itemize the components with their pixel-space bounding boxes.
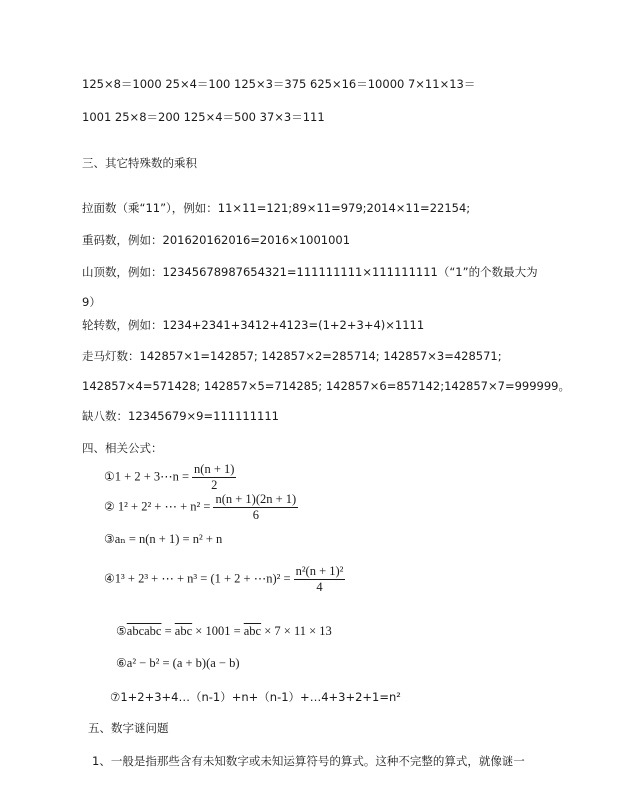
formula-1-lhs: 1 + 2 + 3⋯n =	[114, 469, 190, 484]
formula-5-eq: =	[161, 624, 175, 638]
formula-4-numerator: n²(n + 1)²	[295, 564, 344, 578]
number-puzzle-paragraph: 1、一般是指那些含有未知数字或未知运算符号的算式。这种不完整的算式，就像谜一	[92, 754, 525, 768]
formula-4-lhs: 1³ + 2³ + ⋯ + n³ = (1 + 2 + ⋯n)² =	[114, 571, 291, 586]
multiplication-line-2: 1001 25×8＝200 125×4＝500 37×3＝111	[82, 110, 325, 124]
formula-4	[104, 564, 348, 595]
formula-3-marker: ③	[104, 532, 115, 546]
formula-5-abc-a: $\overline{abc}$	[174, 624, 193, 638]
formula-1-denominator: 2	[211, 478, 218, 492]
carousel-number-line-2: 142857×4=571428; 142857×5=714285; 142857×6=857142;142857×7=999999。	[82, 379, 570, 393]
formula-7	[110, 689, 401, 705]
formula-1-marker: ①	[104, 469, 115, 484]
section-heading-number-puzzles: 五、数字谜问题	[88, 721, 169, 735]
formula-4-marker: ④	[104, 571, 115, 586]
formula-2-numerator: n(n + 1)(2n + 1)	[215, 492, 297, 506]
formula-7-marker: ⑦	[110, 690, 121, 704]
formula-2-lhs: 1² + 2² + ⋯ + n² =	[117, 499, 211, 514]
multiplication-line-1: 125×8＝1000 25×4＝100 125×3＝375 625×16＝10000 7×11×13＝	[82, 77, 476, 91]
mountain-number-line-cont: 9）	[82, 295, 101, 309]
formula-5-rest-1: × 1001 =	[192, 624, 244, 638]
formula-5-abc-b: $\overline{abc}$	[243, 624, 262, 638]
formula-5-rest-2: × 7 × 11 × 13	[261, 624, 332, 638]
formula-5-abcabc: abcabc	[126, 624, 162, 638]
formula-2-denominator: 6	[252, 508, 259, 522]
formula-3-text: aₙ = n(n + 1) = n² + n	[114, 532, 223, 546]
missing-eight-number-line: 缺八数：12345679×9=111111111	[82, 409, 279, 423]
carousel-number-line-1: 走马灯数：142857×1=142857; 142857×2=285714; 142857×3=428571;	[82, 349, 502, 363]
formula-4-denominator: 4	[316, 580, 323, 594]
section-heading-special-products: 三、其它特殊数的乘积	[82, 156, 197, 170]
formula-1-fraction	[192, 462, 236, 493]
formula-6-text: a² − b² = (a + b)(a − b)	[126, 656, 240, 670]
formula-2-fraction	[213, 492, 298, 523]
section-heading-formulas: 四、相关公式：	[82, 441, 163, 455]
formula-1	[104, 462, 239, 493]
repeat-code-number-line: 重码数，例如：201620162016=2016×1001001	[82, 233, 351, 247]
formula-3	[104, 531, 222, 547]
formula-6-marker: ⑥	[116, 656, 127, 670]
rotation-number-line: 轮转数，例如：1234+2341+3412+4123=(1+2+3+4)×1111	[82, 318, 425, 332]
formula-2	[104, 492, 301, 523]
formula-1-numerator: n(n + 1)	[194, 462, 235, 476]
mountain-number-line: 山顶数，例如：12345678987654321=111111111×111111111（“1”的个数最大为	[82, 265, 538, 279]
lamian-number-line: 拉面数（乘“11”），例如：11×11=121;89×11=979;2014×11=22154;	[82, 201, 471, 215]
formula-6	[116, 656, 240, 671]
formula-7-text: 1+2+3+4…（n-1）+n+（n-1）+…4+3+2+1=n²	[120, 690, 401, 704]
formula-4-fraction	[294, 564, 346, 595]
formula-5-marker: ⑤	[116, 624, 127, 638]
formula-5	[116, 624, 332, 639]
formula-2-marker: ②	[104, 499, 115, 514]
